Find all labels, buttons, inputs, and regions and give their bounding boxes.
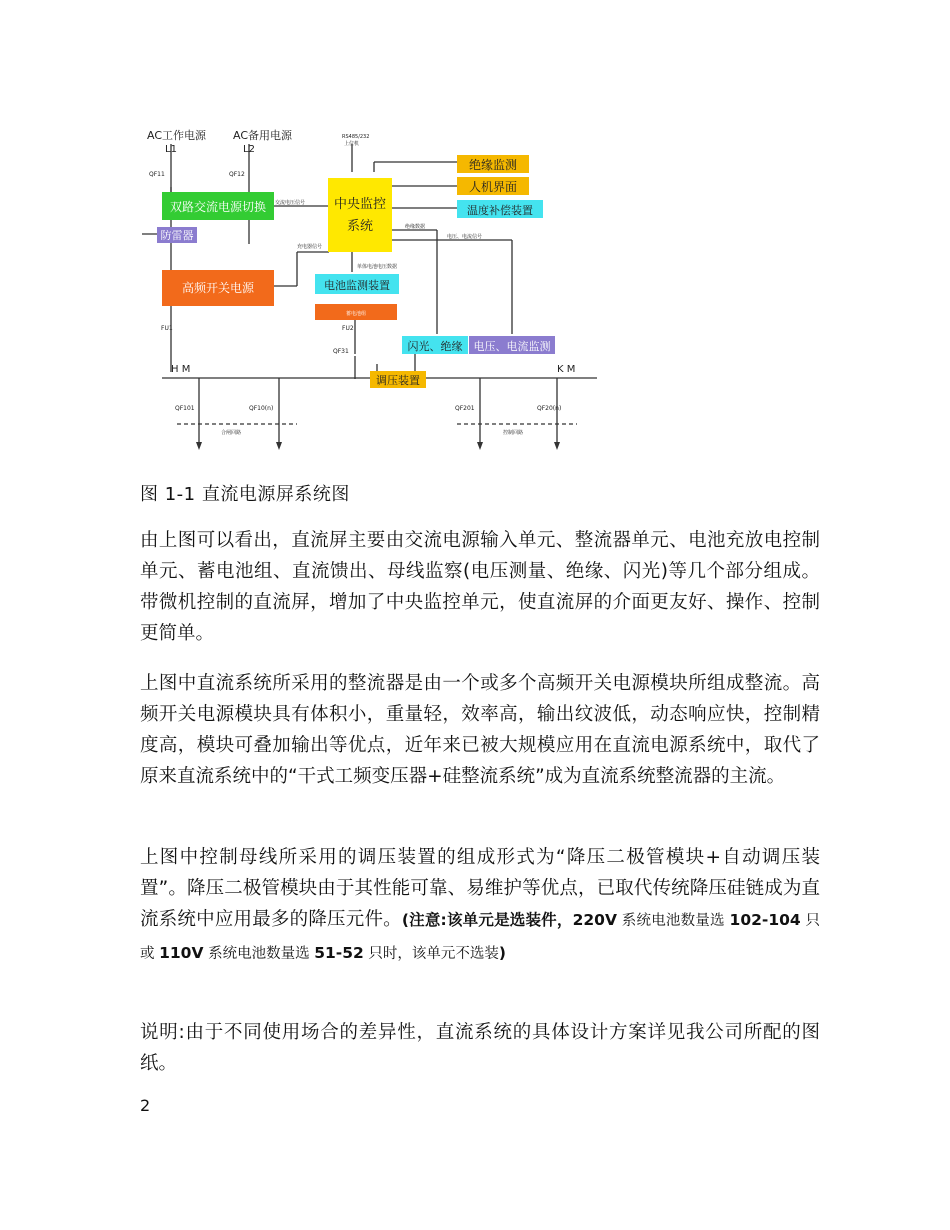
hmi-label: 人机界面: [468, 180, 518, 194]
page-number: 2: [140, 1096, 151, 1115]
note-mid2: 只或: [140, 913, 821, 962]
central-monitor-line1: 中央监控: [333, 197, 387, 212]
note-mid3: 系统电池数量选: [208, 946, 310, 962]
voltage-current-label: 电压、电流监测: [473, 340, 551, 353]
label-hm: H M: [171, 364, 191, 375]
label-rs485: RS485/232: [342, 134, 370, 140]
battery-monitor-label: 电池监测装置: [324, 279, 390, 292]
label-l2: L2: [243, 144, 255, 155]
label-qf31: QF31: [333, 348, 349, 355]
label-l1: L1: [165, 144, 177, 155]
label-qf20n: QF20(n): [537, 405, 562, 412]
label-km-load: 控制回路: [503, 430, 524, 436]
paragraph-1: 由上图可以看出，直流屏主要由交流电源输入单元、整流器单元、电池充放电控制单元、蓄电池组、直流馈出、母线监察(电压测量、绝缘、闪光)等几个部分组成。带微机控制的直流屏，增加了中央监控单元，使直流屏的介面更友好、操作、控制更简单。: [140, 530, 820, 644]
label-charger-signal: 充电器信号: [297, 244, 323, 250]
temp-comp-label: 温度补偿装置: [467, 204, 533, 217]
label-qf11: QF11: [149, 171, 165, 178]
dc-system-diagram: [137, 124, 602, 456]
voltage-regulator-label: 调压装置: [376, 374, 420, 387]
label-ac-voltage-signal: 交流电压信号: [275, 200, 306, 206]
paragraph-3-main: 上图中控制母线所采用的调压装置的组成形式为“降压二极管模块+自动调压装置”。降压二极管模块由于其性能可靠、易维护等优点，已取代传统降压硅链成为直流系统中应用最多的降压元件。: [140, 847, 820, 930]
note-220v: 220V: [572, 911, 617, 929]
battery-bank-label: 蓄电池组: [345, 311, 367, 317]
note-open: (注意:该单元是选装件，: [401, 911, 573, 929]
label-km: K M: [557, 364, 576, 375]
label-fu1: FU1: [161, 325, 173, 332]
hf-switch-power-label: 高频开关电源: [181, 281, 255, 295]
central-monitor-block: [328, 178, 392, 252]
label-qf201: QF201: [455, 405, 475, 412]
paragraph-3: [140, 842, 820, 970]
dual-ac-switch-label: 双路交流电源切换: [169, 200, 267, 214]
label-ac-backup: AC备用电源: [233, 129, 293, 142]
note-mid1: 系统电池数量选: [621, 913, 725, 929]
note-110v: 110V: [159, 944, 204, 962]
paragraph-2: 上图中直流系统所采用的整流器是由一个或多个高频开关电源模块所组成整流。高频开关电源模块具有体积小，重量轻，效率高，输出纹波低，动态响应快，控制精度高，模块可叠加输出等优点，近年来已被大规模应用在直流电源系统中，取代了原来直流系统中的“干式工频变压器+硅整流系统”成为直流系统整流器的主流。: [140, 673, 820, 787]
note-range2: 51-52: [314, 944, 364, 962]
insulation-monitor-label: 绝缘监测: [468, 158, 518, 172]
label-qf101: QF101: [175, 405, 195, 412]
label-qf10n: QF10(n): [249, 405, 274, 412]
label-ac-work: AC工作电源: [147, 129, 207, 142]
figure-caption: 图 1-1 直流电源屏系统图: [140, 484, 350, 505]
label-fu2: FU2: [342, 325, 354, 332]
note-close: ): [498, 944, 506, 962]
flash-insulation-label: 闪光、绝缘: [407, 340, 463, 353]
paragraph-4: 说明:由于不同使用场合的差异性，直流系统的具体设计方案详见我公司所配的图纸。: [140, 1022, 820, 1074]
label-qf12: QF12: [229, 171, 245, 178]
label-battery-voltage-signal: 单体电池电压数据: [357, 264, 398, 270]
surge-protector-label: 防雷器: [160, 229, 194, 242]
note-range1: 102-104: [729, 911, 801, 929]
central-monitor-line2: 系统: [346, 219, 374, 234]
diagram-svg: [137, 124, 602, 456]
label-insulation-data: 绝缘数据: [405, 224, 426, 230]
label-upper-pc: 上位机: [344, 141, 360, 147]
label-voltage-current-signal: 电压、电流信号: [447, 234, 483, 240]
note-end: 只时，该单元不选装: [368, 946, 499, 962]
label-hm-load: 合闸回路: [221, 430, 242, 436]
